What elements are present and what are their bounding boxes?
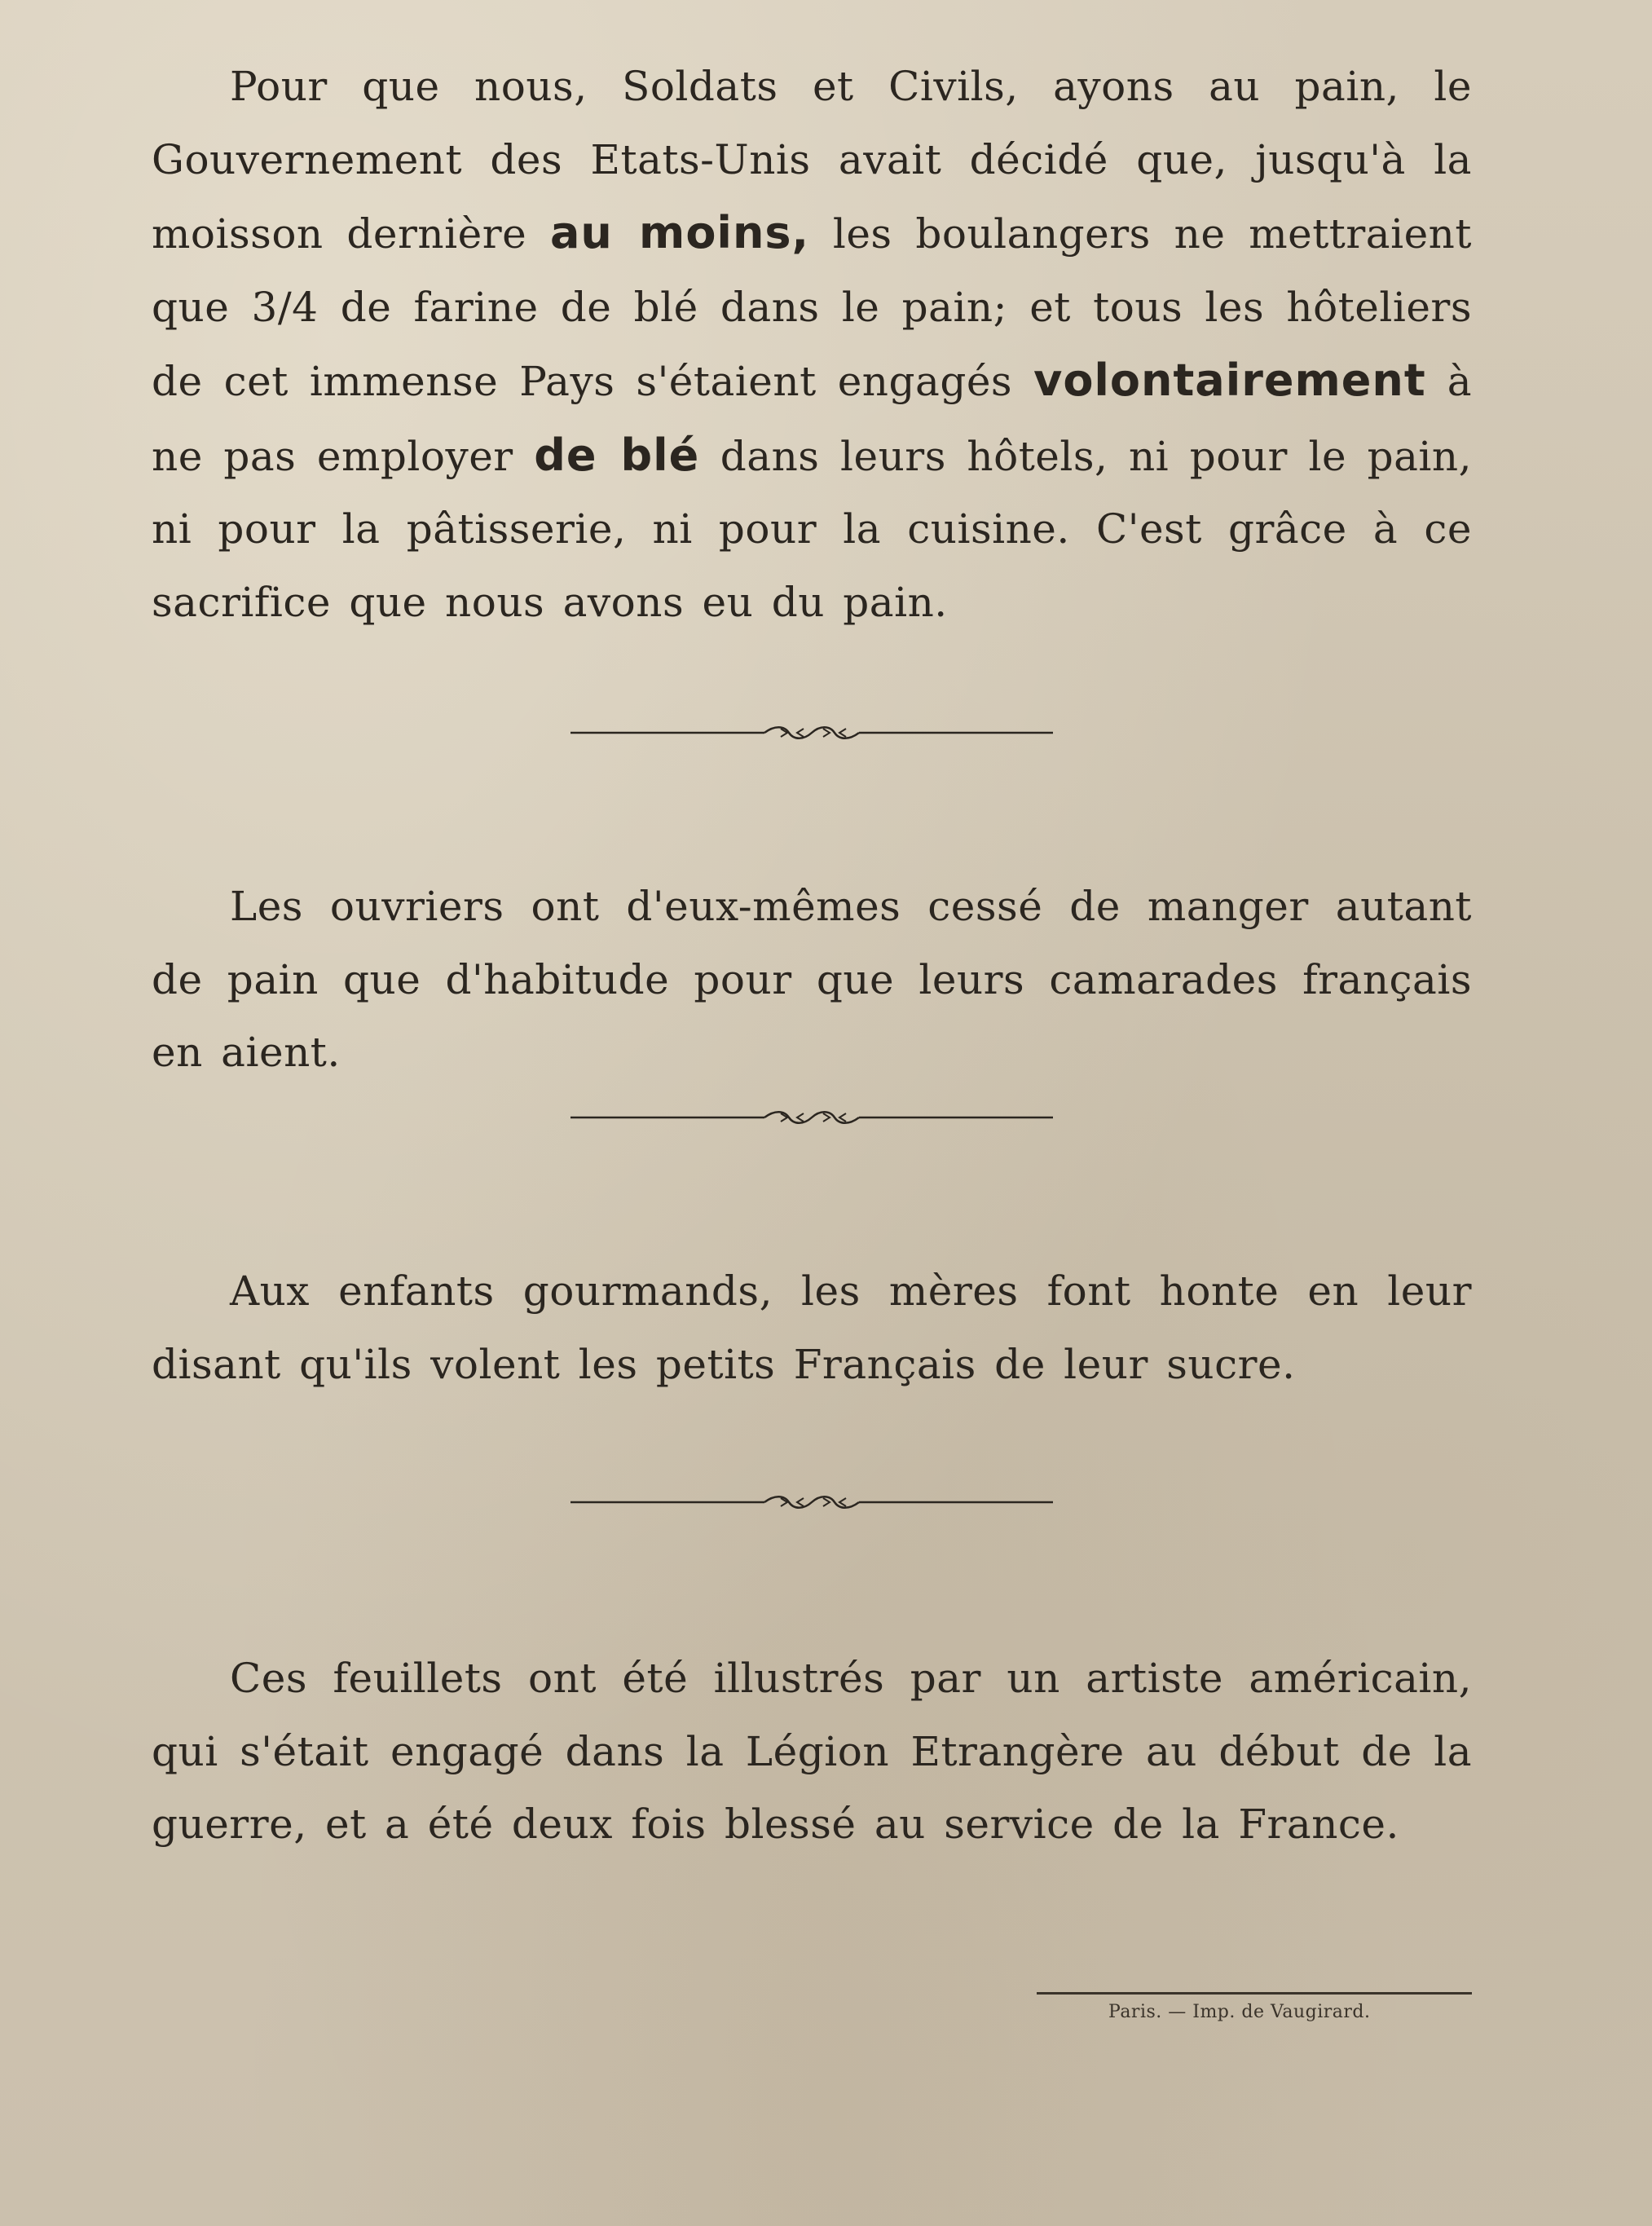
emphasis-au-moins: au moins, [549, 207, 810, 258]
fleuron-divider-icon [570, 1490, 1053, 1514]
fleuron-divider-icon [570, 721, 1053, 745]
paragraph-bread-sacrifice [152, 51, 1472, 639]
paragraph-1-part-3: à ne pas employer [152, 358, 1473, 480]
emphasis-volontairement: volontairement [1033, 355, 1426, 406]
fleuron-divider-icon [570, 1105, 1053, 1130]
emphasis-de-ble: de blé [534, 429, 700, 481]
paragraph-1-part-4: dans leurs hôtels, ni pour le pain, ni pour la pâtisserie, ni pour la cuisine. C'est grâce à ce sacrifice que nous avons eu du pain. [152, 432, 1472, 626]
imprint-rule [1037, 1992, 1472, 1995]
paragraph-1-part-2: les boulangers ne mettraient que 3/4 de farine de blé dans le pain; et tous les hôteliers de cet immense Pays s'étaient engagés [152, 210, 1472, 405]
printer-imprint: Paris. — Imp. de Vaugirard. [1108, 2002, 1371, 2022]
paragraph-children: Aux enfants gourmands, les mères font honte en leur disant qu'ils volent les petits Français de leur sucre. [152, 1267, 1472, 1388]
paragraph-1-part-1: Pour que nous, Soldats et Civils, ayons au pain, le Gouvernement des Etats-Unis avait décidé que, jusqu'à la moisson dernière [152, 63, 1472, 258]
paragraph-workers: Les ouvriers ont d'eux-mêmes cessé de manger autant de pain que d'habitude pour que leurs camarades français en aient. [152, 883, 1472, 1076]
paragraph-illustrator: Ces feuillets ont été illustrés par un artiste américain, qui s'était engagé dans la Légion Etrangère au début de la guerre, et a été deux fois blessé au service de la France. [152, 1655, 1472, 1848]
